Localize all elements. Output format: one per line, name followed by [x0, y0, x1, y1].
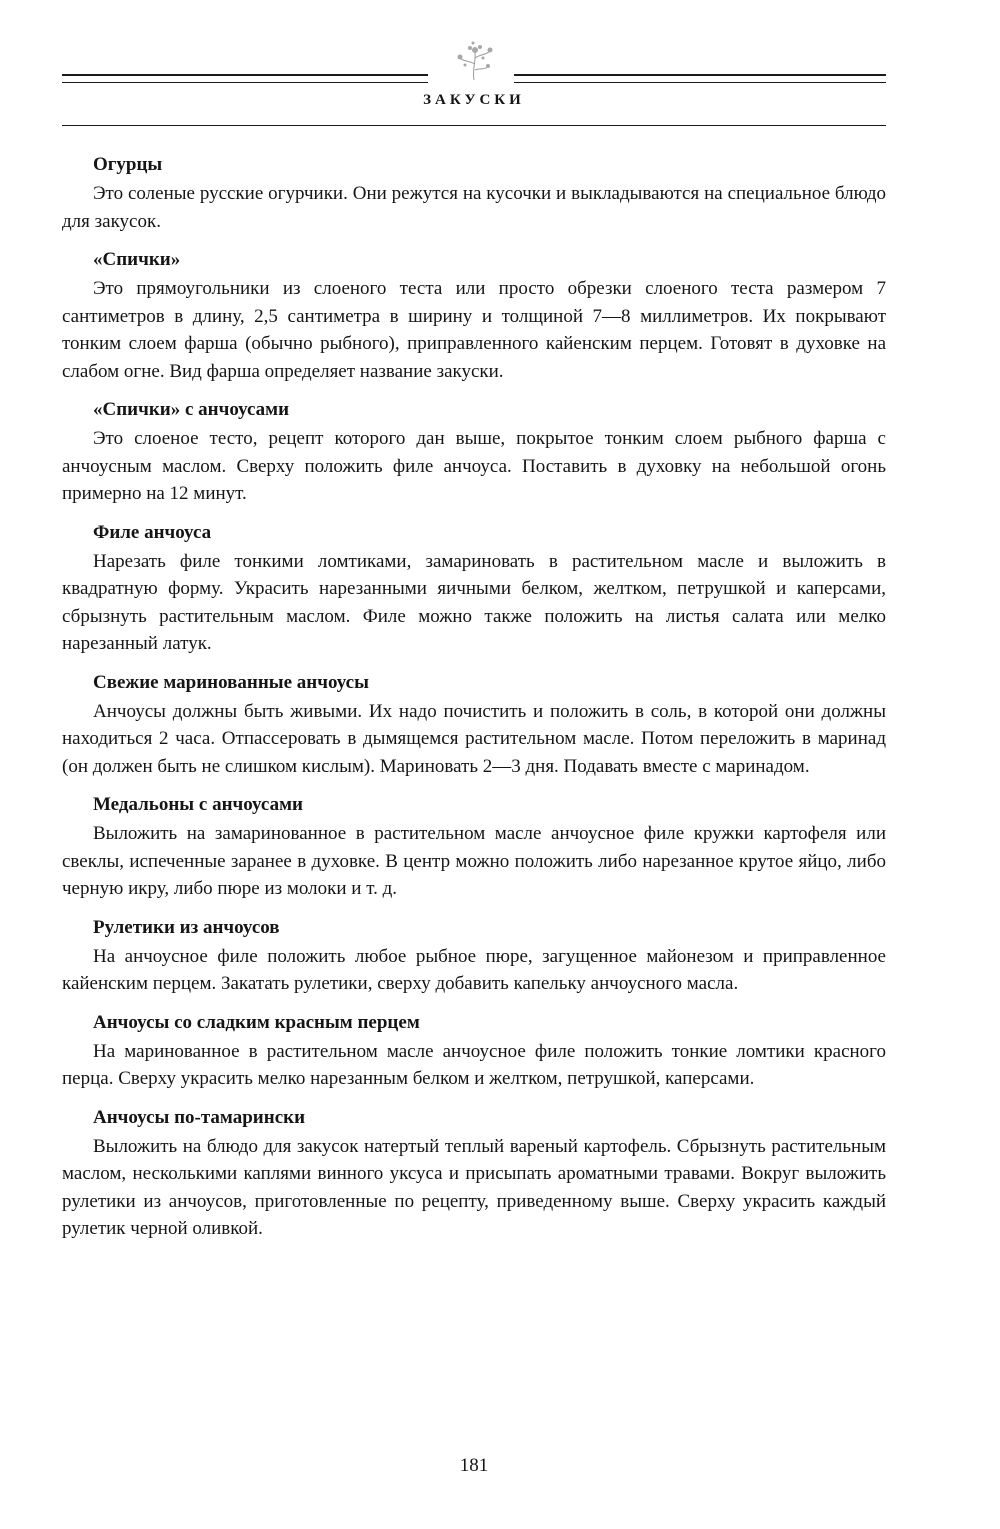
recipe-section: [62, 395, 886, 508]
recipe-section: [62, 1103, 886, 1243]
recipe-section: [62, 790, 886, 903]
recipe-text: Анчоусы должны быть живыми. Их надо почистить и положить в соль, в которой они должны находиться 2 часа. Отпассеровать в дымящемся растительном масле. Потом переложить в маринад (он должен быть не слишком кислым). Мариновать 2—3 дня. Подавать вместе с маринадом.: [62, 700, 886, 777]
header-rule-left: [62, 74, 428, 83]
recipe-section: [62, 150, 886, 235]
recipe-title: «Спички»: [93, 249, 181, 270]
recipe-text: На маринованное в растительном масле анчоусное филе положить тонкие ломтики красного перца. Сверху украсить мелко нарезанным белком и желтком, петрушкой, каперсами.: [62, 1040, 886, 1089]
recipe-section: [62, 668, 886, 781]
recipe-section: [62, 1008, 886, 1093]
recipe-title: Филе анчоуса: [93, 521, 212, 543]
recipe-text: На анчоусное филе положить любое рыбное пюре, загущенное майонезом и приправленное кайенским перцем. Закатать рулетики, сверху добавить капельку анчоусного масла.: [62, 945, 886, 994]
recipe-title: «Спички» с анчоусами: [93, 399, 290, 420]
recipe-text: Это соленые русские огурчики. Они режутся на кусочки и выкладываются на специальное блюдо для закусок.: [62, 183, 886, 232]
recipe-title: Рулетики из анчоусов: [93, 916, 280, 938]
page-content: [62, 150, 886, 1253]
recipe-text: Это слоеное тесто, рецепт которого дан выше, покрытое тонким слоем рыбного фарша с анчоусным маслом. Сверху положить филе анчоуса. Поставить в духовку на небольшой огонь примерно на 12 минут.: [62, 428, 886, 504]
header-rule-bottom: [62, 125, 886, 126]
recipe-section: [62, 245, 886, 385]
book-page: [62, 0, 886, 1529]
recipe-section: [62, 913, 886, 998]
recipe-title: Огурцы: [93, 154, 163, 175]
page-number: 181: [459, 1455, 489, 1476]
page-header: [62, 40, 886, 130]
recipe-title: Медальоны с анчоусами: [93, 794, 303, 815]
recipe-section: [62, 518, 886, 658]
recipe-title: Анчоусы по-тамарински: [93, 1106, 306, 1128]
floral-ornament-icon: [448, 40, 502, 84]
recipe-title: Свежие маринованные анчоусы: [93, 671, 369, 693]
recipe-title: Анчоусы со сладким красным перцем: [93, 1011, 420, 1033]
recipe-text: Нарезать филе тонкими ломтиками, замариновать в растительном масле и выложить в квадратную форму. Украсить нарезанными яичными белком, желтком, петрушкой и каперсами, сбрызнуть растительным маслом. Филе можно также положить на листья салата или мелко нарезанный латук.: [62, 550, 886, 654]
recipe-text: Выложить на блюдо для закусок натертый теплый вареный картофель. Сбрызнуть растительным маслом, несколькими каплями винного уксуса и присыпать ароматными травами. Вокруг выложить рулетики из анчоусов, приготовленные по рецепту, приведенному выше. Сверху украсить каждый рулетик черной оливкой.: [62, 1135, 886, 1239]
recipe-text: Это прямоугольники из слоеного теста или просто обрезки слоеного теста размером 7 сантиметров в длину, 2,5 сантиметра в ширину и толщиной 7—8 миллиметров. Их покрывают тонким слоем фарша (обычно рыбного), приправленного кайенским перцем. Готовят в духовке на слабом огне. Вид фарша определяет название закуски.: [62, 278, 886, 382]
running-title: ЗАКУСКИ: [423, 92, 525, 108]
header-rule-right: [514, 74, 886, 83]
recipe-text: Выложить на замаринованное в растительном масле анчоусное филе кружки картофеля или свеклы, испеченные заранее в духовке. В центр можно положить либо нарезанное крутое яйцо, либо черную икру, либо пюре из молоки и т. д.: [62, 823, 886, 899]
